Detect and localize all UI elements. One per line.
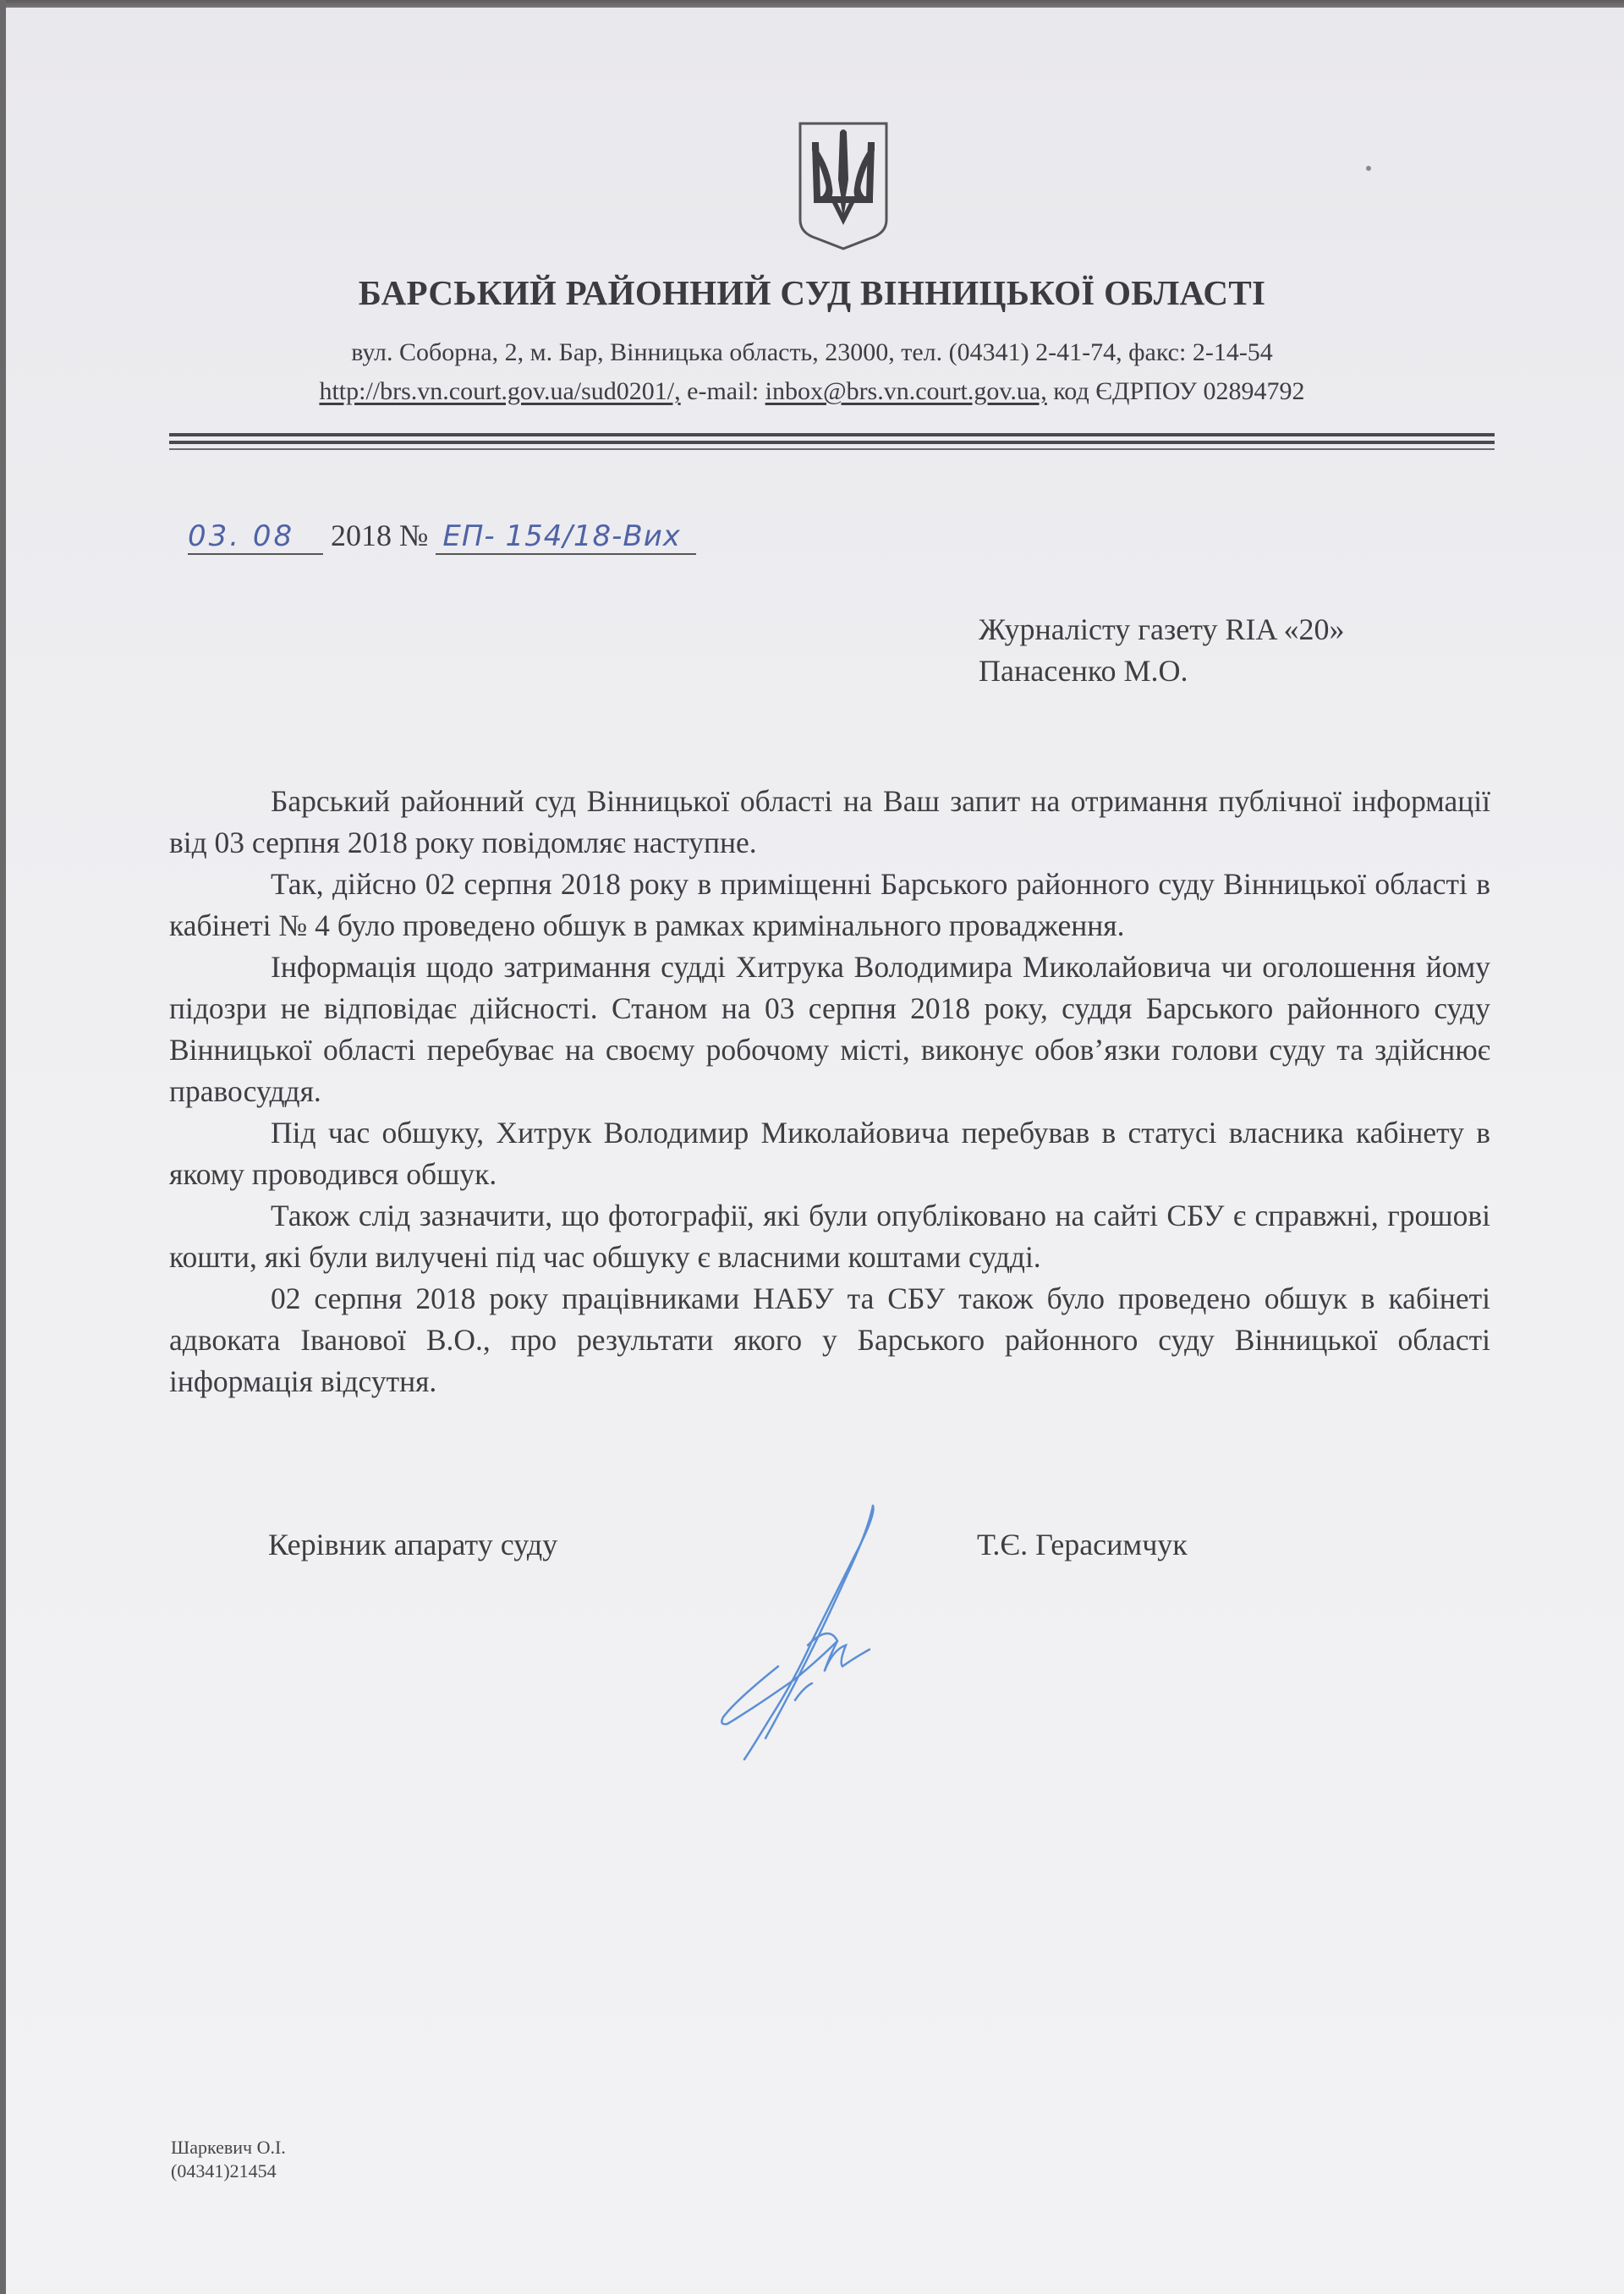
executor-name: Шаркевич О.І. [171,2137,286,2158]
body-paragraph: Під час обшуку, Хитрук Володимир Миколайовича перебував в статусі власника кабінету в якому проводився обшук. [169,1116,1490,1191]
executor-phone: (04341)21454 [171,2160,277,2181]
handwritten-signature [643,1497,888,1768]
reference-year: 2018 № [331,519,429,552]
header-divider [169,433,1495,436]
body-paragraph: Інформація щодо затримання судді Хитрука Володимира Миколайовича чи оголошення йому підозри не відповідає дійсності. Станом на 03 серпня 2018 року, суддя Барського районного суду Вінницької області перебуває на своєму робочому місті, виконує обов’язки голови суду та здійснює правосуддя. [169,950,1490,1108]
court-address: вул. Соборна, 2, м. Бар, Вінницька область, 23000, тел. (04341) 2-41-74, факс: 2-14-54 [351,338,1273,366]
header-divider [169,448,1495,450]
signatory-name: Т.Є. Герасимчук [977,1528,1188,1561]
body-paragraph: Так, дійсно 02 серпня 2018 року в приміщенні Барського районного суду Вінницької області в кабінеті № 4 було проведено обшук в рамках кримінального провадження. [169,867,1490,942]
email-link[interactable]: inbox@brs.vn.court.gov.ua, [765,377,1047,405]
handwritten-date: 03. 08 [188,519,323,555]
body-paragraph: Також слід зазначити, що фотографії, які були опубліковано на сайті СБУ є справжні, грошові кошти, які були вилучені під час обшуку є власними коштами судді. [169,1199,1490,1274]
recipient-block [979,609,1344,692]
letter-body [169,781,1490,1402]
edrpou-code: код ЄДРПОУ 02894792 [1046,377,1305,405]
trident-coat-of-arms-icon [795,120,892,252]
recipient-name: Панасенко М.О. [979,654,1188,688]
outgoing-reference [188,518,696,555]
email-label: e-mail: [680,377,765,405]
website-link[interactable]: http://brs.vn.court.gov.ua/sud0201/, [319,377,681,405]
executor-block [171,2136,286,2183]
court-contacts [0,377,1624,406]
scan-speck [1366,166,1371,171]
header-divider [169,441,1495,444]
signatory-position: Керівник апарату суду [268,1528,558,1561]
handwritten-number: ЕП- 154/18-Вих [436,519,696,555]
recipient-title: Журналісту газету RIA «20» [979,612,1345,646]
scan-border-top [0,0,1624,8]
body-paragraph: 02 серпня 2018 року працівниками НАБУ та СБУ також було проведено обшук в кабінеті адвоката Іванової В.О., про результати якого у Барського районного суду Вінницької області інформація відсутня. [169,1281,1490,1398]
body-paragraph: Барський районний суд Вінницької області на Ваш запит на отримання публічної інформації від 03 серпня 2018 року повідомляє наступне. [169,784,1490,859]
court-name-heading: БАРСЬКИЙ РАЙОННИЙ СУД ВІННИЦЬКОЇ ОБЛАСТІ [358,273,1266,312]
